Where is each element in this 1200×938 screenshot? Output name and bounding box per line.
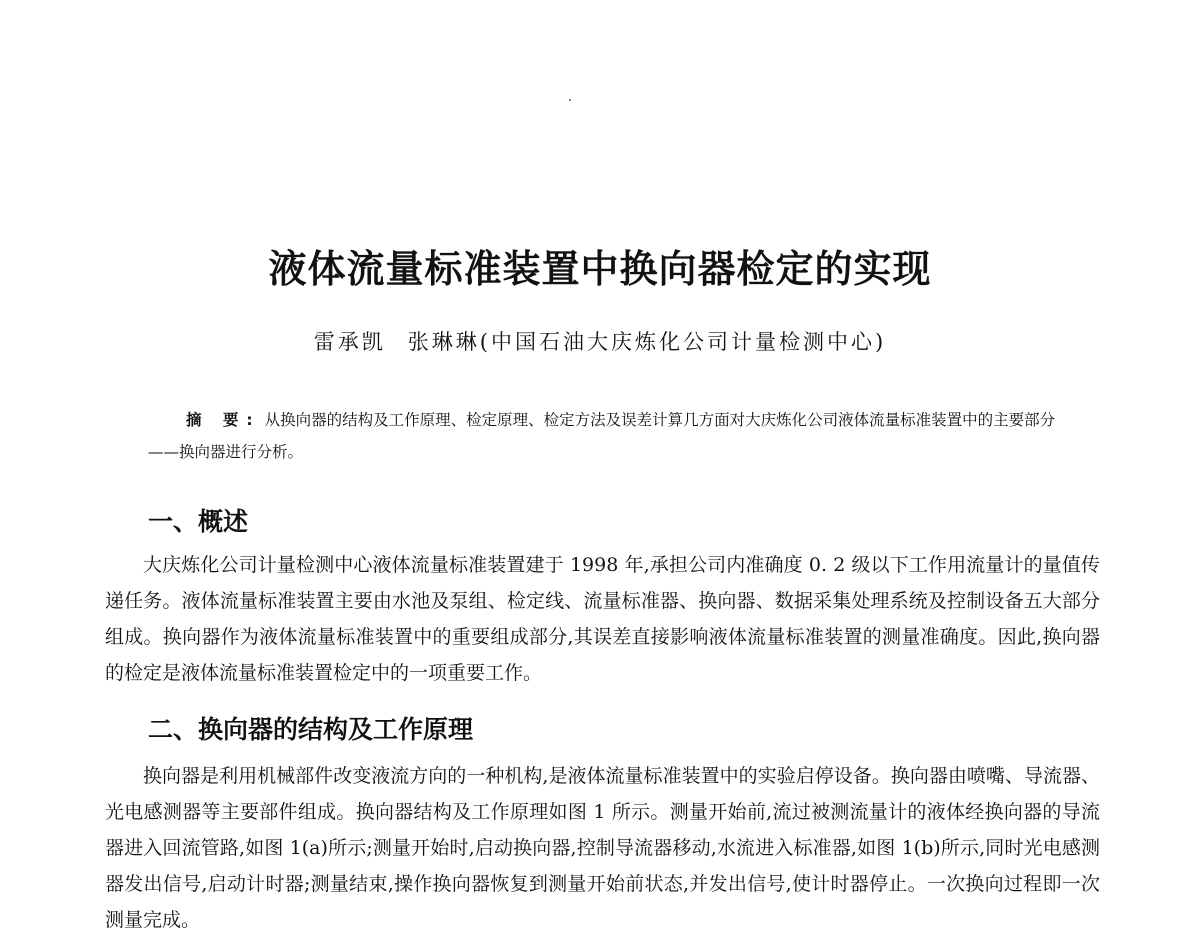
author-name: 雷承凯 (313, 330, 386, 354)
section-heading-overview: 一、概述 (148, 507, 249, 536)
scan-speck (569, 99, 571, 101)
section-heading-structure: 二、换向器的结构及工作原理 (148, 715, 474, 744)
abstract-label: 摘 要: (186, 411, 261, 429)
paper-title: 液体流量标准装置中换向器检定的实现 (268, 247, 932, 291)
section-paragraph-structure: 换向器是利用机械部件改变液流方向的一种机构,是液体流量标准装置中的实验启停设备。换向器由喷嘴、导流器、光电感测器等主要部件组成。换向器结构及工作原理如图 1 所示。测量开始前,流过被测流量计的液体经换向器的导流器进入回流管路,如图 1(a)所示;测量开始时,启动换向器,控制导流器移动,水流进入标准器,如图 1(b)所示,同时光电感测器发出信号,启动计时器;测量结束,操作换向器恢复到测量开始前状态,并发出信号,使计时器停止。一次换向过程即一次测量完成。 (105, 765, 1100, 931)
abstract-text: 从换向器的结构及工作原理、检定原理、检定方法及误差计算几方面对大庆炼化公司液体流量标准装置中的主要部分——换向器进行分析。 (148, 411, 1056, 461)
author-line (0, 326, 1200, 356)
section-paragraph-overview: 大庆炼化公司计量检测中心液体流量标准装置建于 1998 年,承担公司内准确度 0. 2 级以下工作用流量计的量值传递任务。液体流量标准装置主要由水池及泵组、检定线、流量标准器、换向器、数据采集处理系统及控制设备五大部分组成。换向器作为液体流量标准装置中的重要组成部分,其误差直接影响液体流量标准装置的测量准确度。因此,换向器的检定是液体流量标准装置检定中的一项重要工作。 (105, 554, 1100, 684)
abstract (148, 404, 1068, 468)
author-affiliation: 张琳琳(中国石油大庆炼化公司计量检测中心) (407, 330, 887, 354)
